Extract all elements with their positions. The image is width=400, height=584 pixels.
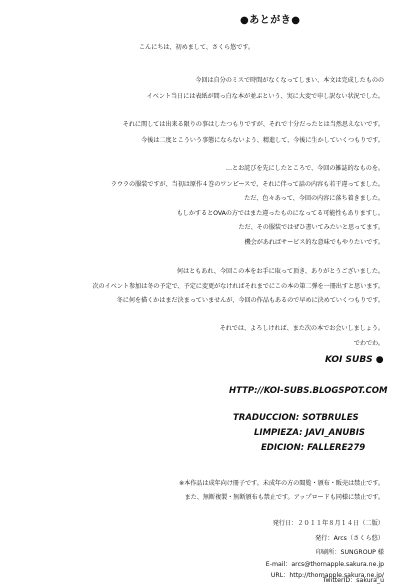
paragraph-3-line-3: ただ、色々あって、今回の内容に落ち着きました。 [244, 195, 384, 202]
paragraph-3-line-1: …とお詫びを先にしたところで、今回の雑誌的なものを。 [225, 165, 384, 172]
publisher: 発行：Arcs（さくら悠） [315, 535, 384, 542]
cleaning-credit: LIMPIEZA: JAVI_ANUBIS [254, 428, 366, 438]
website-url: URL：http://thornapple.sakura.ne.jp/ [270, 572, 384, 579]
paragraph-1-line-1: 今回は自分のミスで時間がなくなってしまい、本文は完成したものの [195, 77, 384, 84]
notice-line-1: ※本作品は成年向け冊子です。未成年の方の閲覧・頒布・販売は禁止です。 [179, 480, 384, 487]
notice-line-2: また、無断複製・無断頒布も禁止です。アップロードも同様に禁止です。 [184, 494, 384, 501]
paragraph-5-line-2: でわでわ。 [353, 340, 384, 347]
paragraph-4-line-1: 何はともあれ、今回この本をお手に取って頂き、ありがとうございました。 [176, 268, 384, 275]
group-url: HTTP://KOI-SUBS.BLOGSPOT.COM [229, 386, 388, 396]
paragraph-4-line-3: 冬に何を描くかはまだ決まっていませんが、今回の作品もあるので早めに決めていくつもりです。 [116, 297, 384, 304]
paragraph-2-line-1: それに関しては出来る限りの事はしたつもりですが、それで十分だったとは当然思えないです。 [122, 121, 384, 128]
greeting-line: こんにちは、初めまして、さくら悠です。 [138, 44, 254, 51]
paragraph-2-line-2: 今後は二度とこういう事態にならないよう、精進して、今後に生かしていくつもりです。 [141, 137, 384, 144]
paragraph-5-line-1: それでは、よろしければ、また次の本でお会いしましょう。 [219, 325, 384, 332]
paragraph-3-line-5: ただ、その服装ではぜひ書いてみたいと思ってます。 [238, 224, 384, 231]
afterword-title: ●あとがき● [240, 15, 301, 26]
publish-date: 発行日：２０１１年８月１４日（二版） [272, 520, 384, 527]
paragraph-3-line-2: ラウラの服装ですが、当初は原作４巻のワンピースで、それに伴って話の内容も若干違ってました。 [110, 181, 384, 188]
group-name: KOI SUBS ● [325, 355, 384, 365]
paragraph-3-line-4: もしかするとOVAの方ではまた違ったものになってる可能性もありますし。 [176, 210, 384, 217]
paragraph-4-line-2: 次のイベント参加は冬の予定で、予定に変更がなければそれまでにこの本の第二弾を一冊出すと思います。 [92, 283, 384, 290]
twitter-id: TwitterID：sakura_u [322, 577, 384, 584]
paragraph-3-line-6: 機会があればサービス的な意味でもやりたいです。 [244, 239, 384, 246]
email: E-mail：arcs@thornapple.sakura.ne.jp [265, 561, 384, 568]
editing-credit: EDICION: FALLERE279 [261, 443, 366, 453]
printer: 印刷所：SUNGROUP 様 [315, 549, 384, 556]
paragraph-1-line-2: イベント当日には表紙が間っ白な本が並ぶという、実に大変で申し訳ない状況でした。 [146, 93, 384, 100]
translation-credit: TRADUCCION: SOTBRULES [233, 413, 359, 423]
